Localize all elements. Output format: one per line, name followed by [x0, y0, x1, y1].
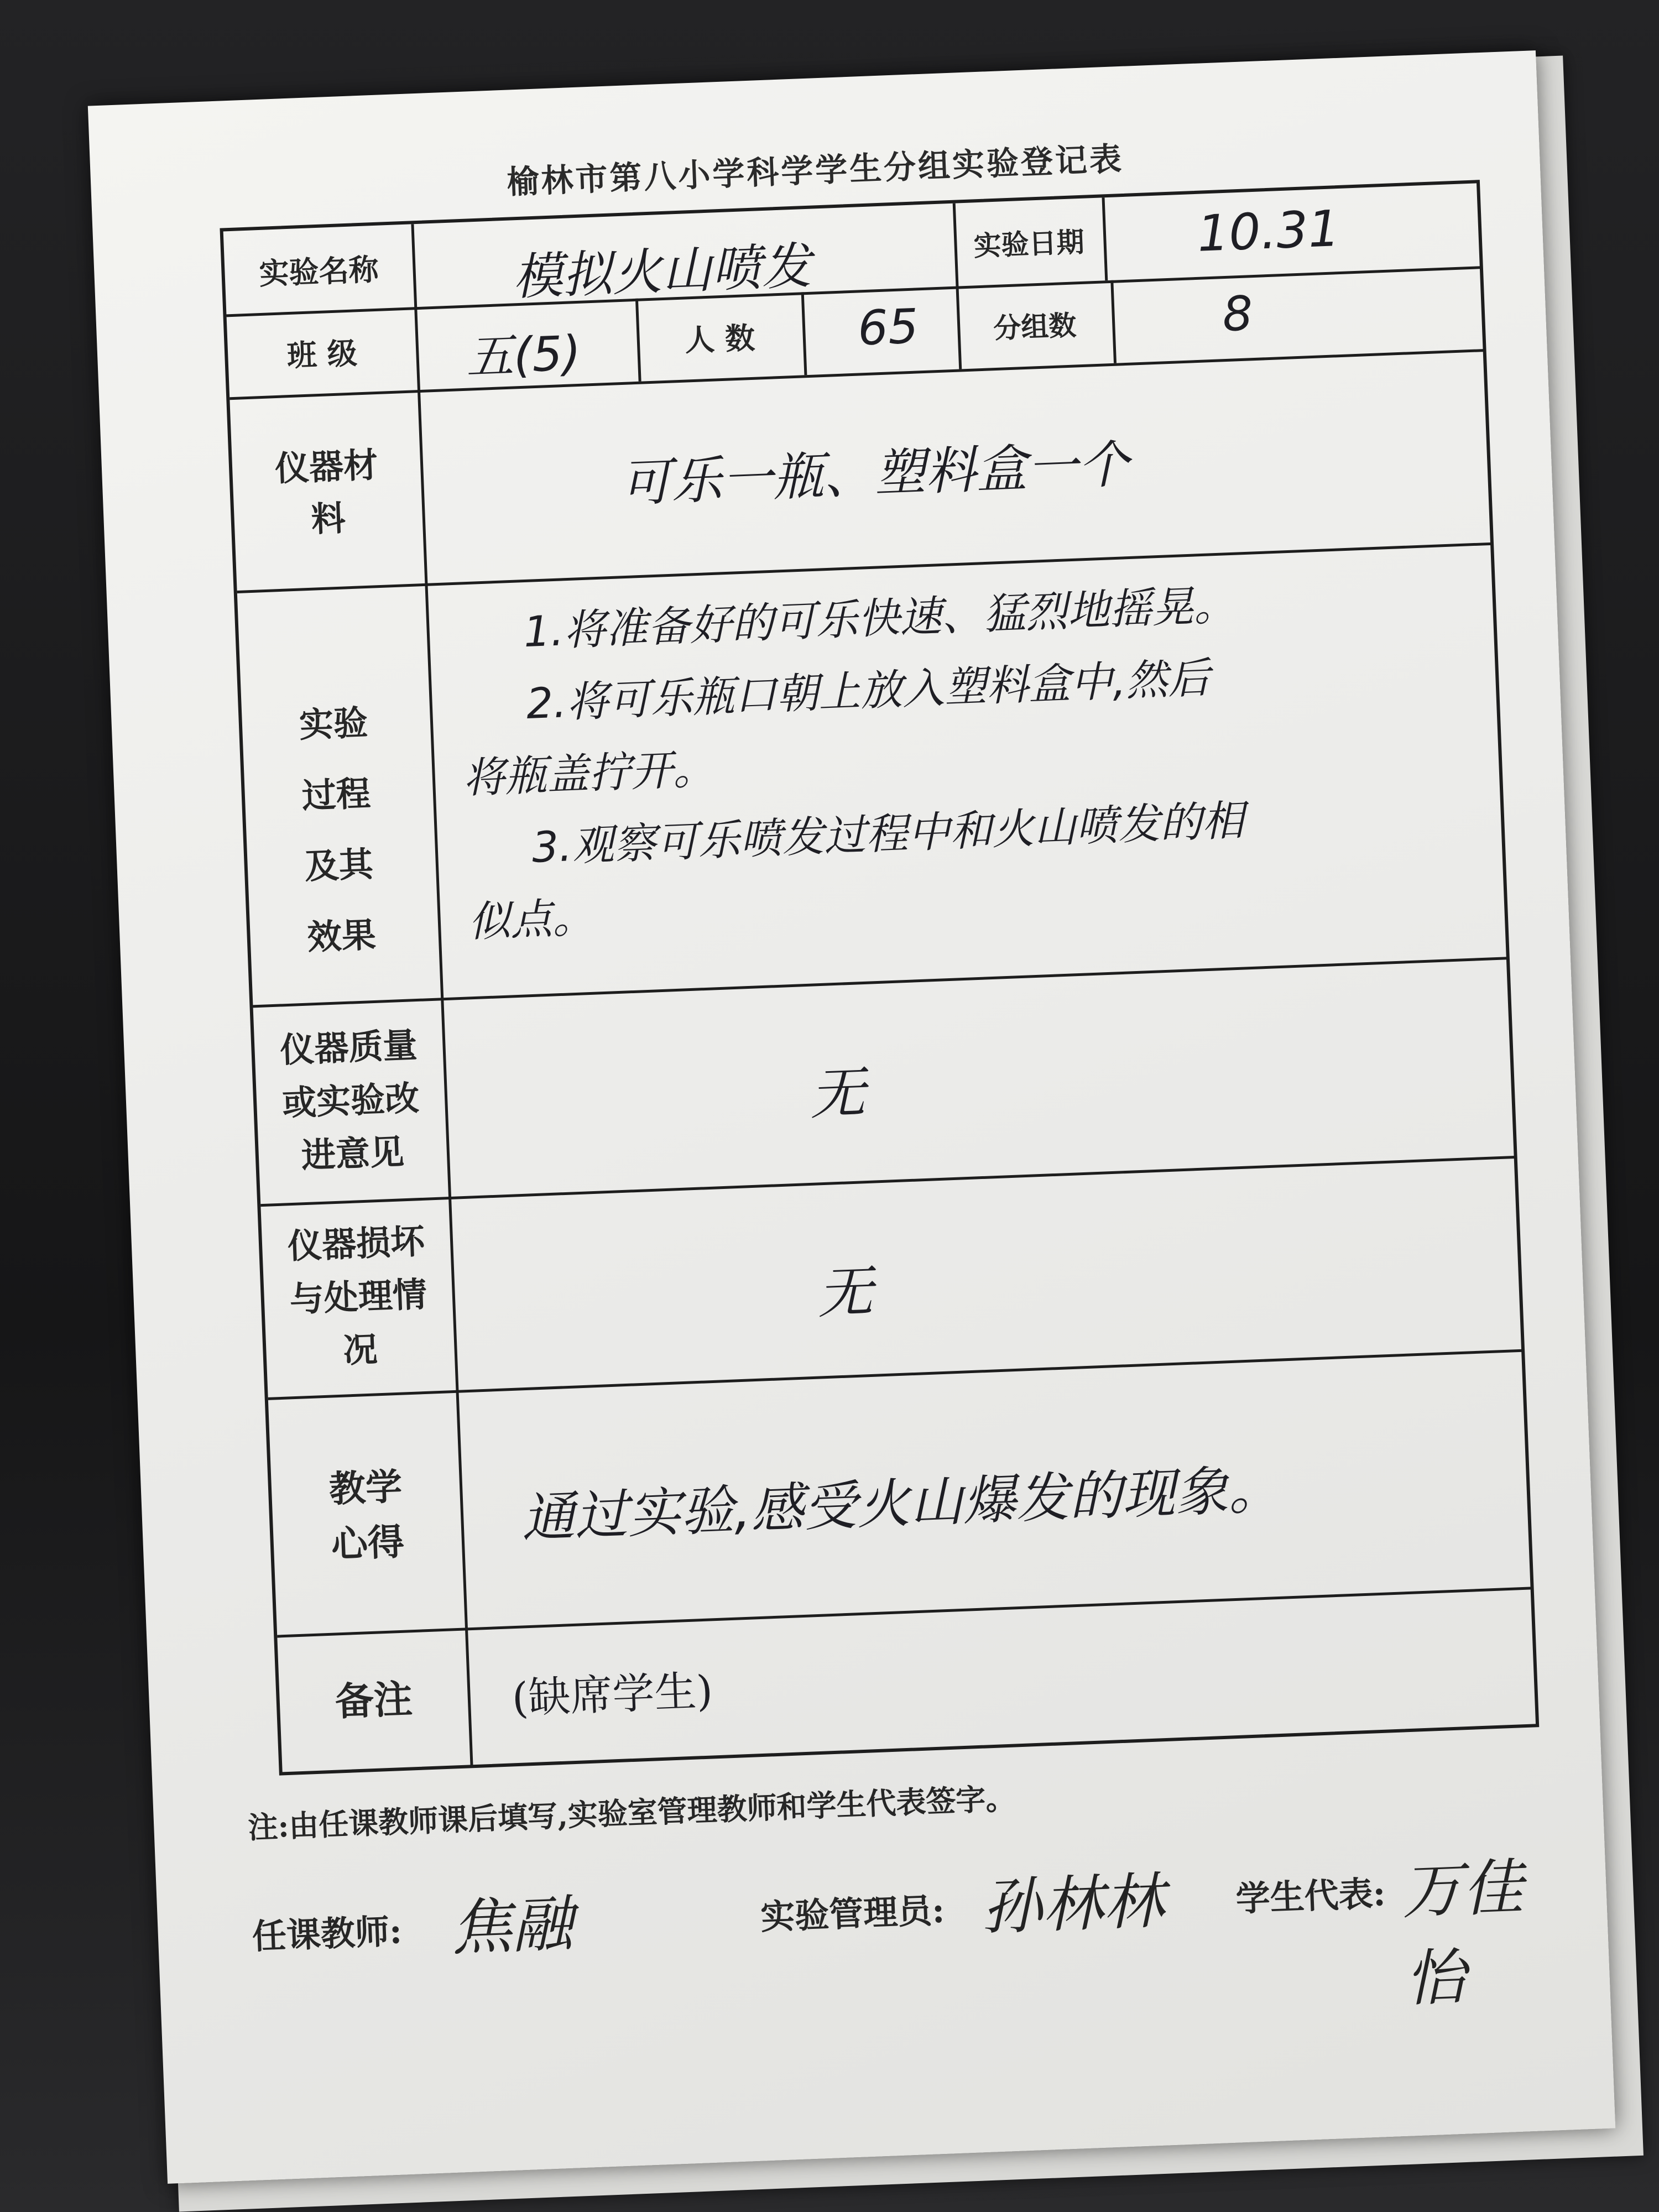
group-count-value: 8	[1221, 286, 1254, 343]
process-step-1: 1.将准备好的可乐快速、猛烈地摇晃。	[523, 580, 1237, 657]
process-content	[428, 548, 1505, 992]
teacher-label: 任课教师:	[251, 1911, 403, 1957]
process-step-2: 2.将可乐瓶口朝上放入塑料盒中,然后	[525, 653, 1211, 728]
quality-suggestion-label: 仪器质量或实验改进意见	[279, 1025, 420, 1176]
damage-handling-value: 无	[816, 1259, 874, 1326]
teaching-reflection-value: 通过实验,感受火山爆发的现象。	[520, 1458, 1283, 1550]
damage-handling-label: 仪器损坏与处理情况	[286, 1220, 428, 1371]
teacher-signature: 焦融	[450, 1888, 575, 1964]
instruction-note: 注:由任课教师课后填写,实验室管理教师和学生代表签字。	[247, 1780, 1016, 1845]
experiment-name-label: 实验名称	[258, 251, 379, 291]
process-label: 实验过程及其效果	[298, 702, 377, 958]
teaching-reflection-label: 教学心得	[328, 1464, 405, 1566]
form-title: 榆林市第八小学科学学生分组实验登记表	[506, 139, 1125, 201]
label-column-divider	[411, 224, 473, 1766]
process-step-3: 3.观察可乐喷发过程中和火山喷发的相	[531, 795, 1245, 872]
process-step-2-cont: 将瓶盖拧开。	[462, 744, 716, 803]
experiment-name-value: 模拟火山喷发	[512, 237, 812, 307]
people-count-label: 人 数	[684, 320, 756, 358]
remarks-label: 备注	[334, 1676, 414, 1725]
student-rep-label: 学生代表:	[1235, 1872, 1386, 1919]
process-step-3-cont: 似点。	[467, 892, 596, 947]
people-count-value: 65	[857, 299, 920, 357]
class-label: 班 级	[286, 335, 358, 373]
materials-label: 仪器材料	[274, 445, 379, 540]
lab-admin-label: 实验管理员:	[760, 1890, 946, 1938]
experiment-date-value: 10.31	[1196, 199, 1341, 263]
group-count-label: 分组数	[993, 309, 1077, 345]
materials-value: 可乐一瓶、塑料盒一个	[619, 434, 1130, 514]
remarks-value: (缺席学生)	[511, 1666, 714, 1723]
experiment-date-label: 实验日期	[973, 225, 1085, 263]
signature-row	[251, 1837, 1580, 2015]
lab-admin-signature: 孙林林	[980, 1865, 1166, 1943]
form-table	[220, 180, 1539, 1775]
student-rep-signature: 万佳怡	[1400, 1851, 1525, 2015]
class-value: 五(5)	[465, 325, 582, 385]
registration-form-sheet	[88, 50, 1615, 2184]
quality-suggestion-value: 无	[808, 1060, 867, 1127]
